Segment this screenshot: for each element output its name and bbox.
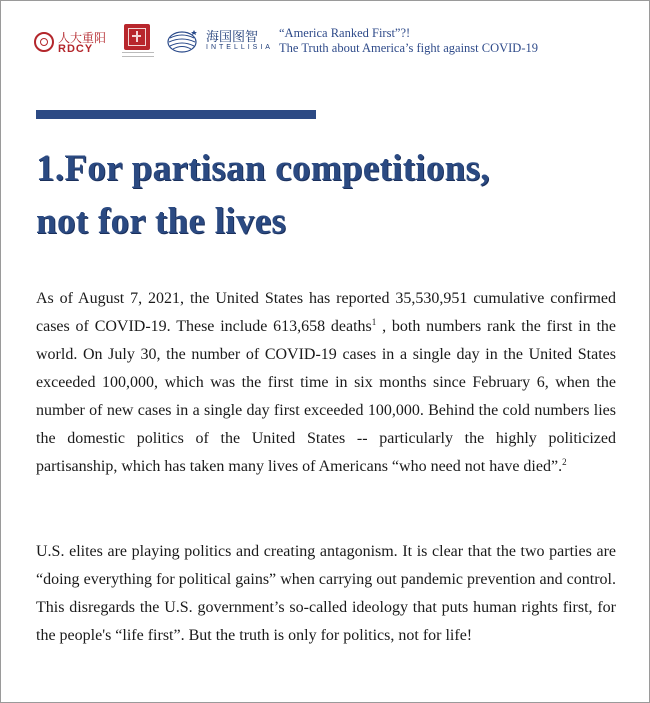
paragraph-1-text-a: As of August 7, 2021, the United States has reported 35,530,951 cumulative confirmed cases of COVID-19. These include 613,658 deaths [36,290,616,335]
document-title [279,26,629,56]
intellisia-logo-en: INTELLISIA [206,44,273,51]
intellisia-logo-cn: 海国图智 [206,30,259,45]
section-heading [36,142,626,248]
footnote-2[interactable]: 2 [562,457,567,467]
paragraph-1-text-b: , both numbers rank the first in the world. On July 30, the number of COVID-19 cases in a single day in the United States exceeded 100,000, which was the first time in six months since February 6, when the number of new cases in a single day first exceeded 100,000. Behind the cold numbers lies the domestic politics of the United States -- particularly the highly politicized partisanship, which has taken many lives of Americans “who need not have died”. [36,318,616,475]
rdcy-logo-en: RDCY [58,43,94,55]
globe-icon [166,28,200,54]
red-seal-logo-icon [124,24,150,50]
rdcy-logo [34,28,114,58]
rdcy-seal-icon [34,32,54,52]
section-heading-line2: not for the lives [36,201,287,242]
paragraph-2 [36,538,616,650]
page-header [30,18,630,68]
section-rule [36,110,316,119]
intellisia-logo [166,24,276,60]
footnote-1[interactable]: 1 [371,317,377,327]
paragraph-2-text: U.S. elites are playing politics and creating antagonism. It is clear that the two parties are “doing everything for political gains” when carrying out pandemic prevention and control. This disregards the U.S. government’s so-called ideology that puts human rights first, for the people's “life first”. But the truth is only for politics, not for life! [36,543,616,644]
section-heading-line1: 1.For partisan competitions, [36,148,490,189]
paragraph-1 [36,285,616,481]
rdcy-logo-cn: 人大重阳 [58,31,107,45]
document-title-line1: “America Ranked First”?! [279,26,411,40]
document-title-line2: The Truth about America’s fight against COVID-19 [279,41,538,55]
